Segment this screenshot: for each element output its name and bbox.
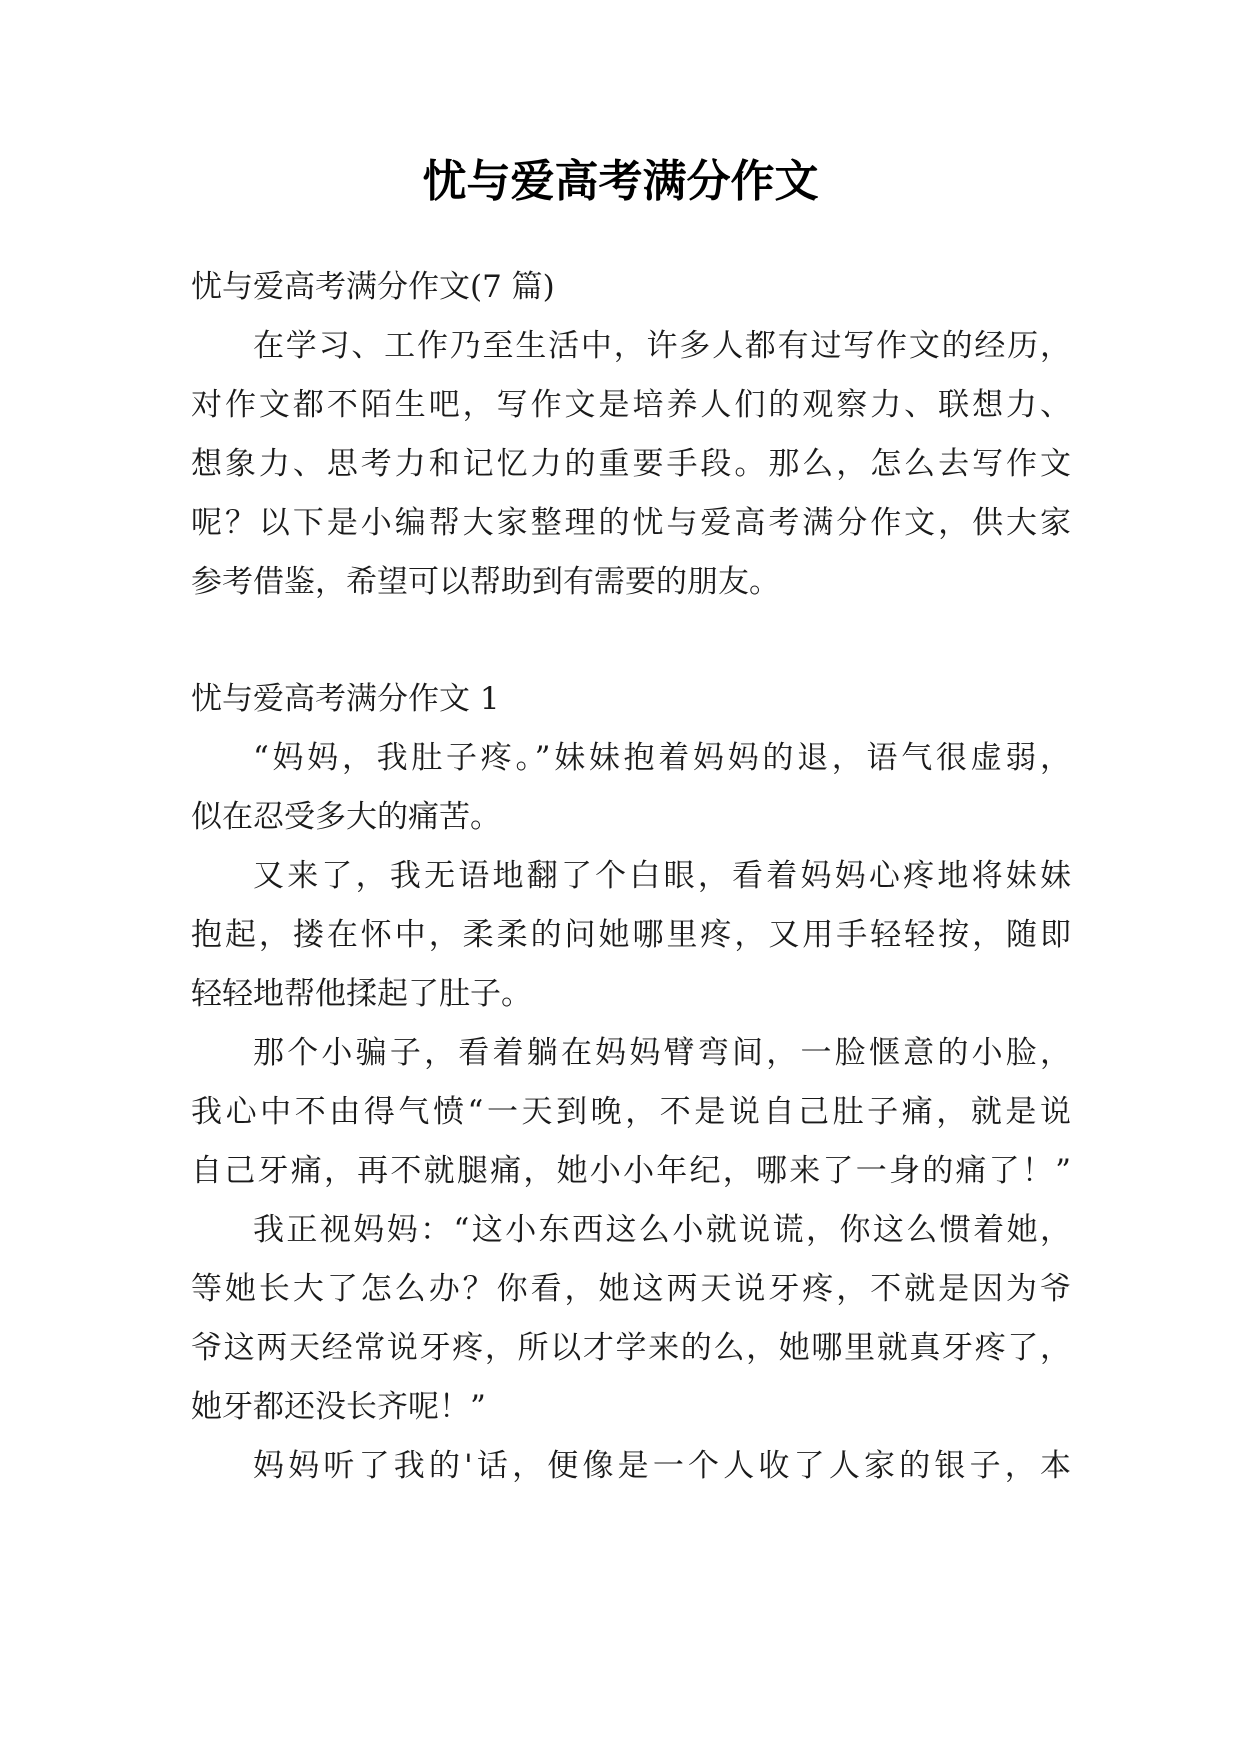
- text-line: 自己牙痛，再不就腿痛，她小小年纪，哪来了一身的痛了！”: [191, 1153, 1071, 1189]
- text-line: 爷这两天经常说牙疼，所以才学来的么，她哪里就真牙疼了，: [191, 1330, 1071, 1366]
- story-paragraph: [191, 1201, 1071, 1437]
- text-line: 在学习、工作乃至生活中，许多人都有过写作文的经历，: [253, 328, 1071, 364]
- story-paragraph: [191, 1024, 1071, 1201]
- text-line: 等她长大了怎么办？你看，她这两天说牙疼，不就是因为爷: [191, 1271, 1071, 1307]
- text-line: 妈妈听了我的'话，便像是一个人收了人家的银子，本: [253, 1448, 1071, 1484]
- document-subtitle: 忧与爱高考满分作文(7 篇): [191, 269, 555, 305]
- text-line: 我正视妈妈：“这小东西这么小就说谎，你这么惯着她，: [253, 1212, 1071, 1248]
- text-line: 参考借鉴，希望可以帮助到有需要的朋友。: [191, 564, 780, 600]
- text-line: 轻轻地帮他揉起了肚子。: [191, 976, 532, 1012]
- story-paragraph: [191, 1437, 1071, 1496]
- story-paragraph: [191, 729, 1071, 847]
- text-line: 对作文都不陌生吧，写作文是培养人们的观察力、联想力、: [191, 387, 1071, 423]
- intro-paragraph: [191, 317, 1071, 612]
- text-line: 呢？以下是小编帮大家整理的忧与爱高考满分作文，供大家: [191, 505, 1071, 541]
- text-line: 又来了，我无语地翻了个白眼，看着妈妈心疼地将妹妹: [253, 858, 1071, 894]
- text-line: 似在忍受多大的痛苦。: [191, 799, 501, 835]
- story-paragraph: [191, 847, 1071, 1024]
- text-line: 抱起，搂在怀中，柔柔的问她哪里疼，又用手轻轻按，随即: [191, 917, 1071, 953]
- text-line: 那个小骗子，看着躺在妈妈臂弯间，一脸惬意的小脸，: [253, 1035, 1071, 1071]
- section-heading: 忧与爱高考满分作文 1: [191, 681, 500, 717]
- text-line: 我心中不由得气愤“一天到晚，不是说自己肚子痛，就是说: [191, 1094, 1071, 1130]
- document-body: [191, 258, 1071, 1496]
- text-line: 她牙都还没长齐呢！”: [191, 1389, 486, 1425]
- document-title: 忧与爱高考满分作文: [422, 156, 819, 207]
- text-line: “妈妈，我肚子疼。”妹妹抱着妈妈的退，语气很虚弱，: [253, 740, 1071, 776]
- text-line: 想象力、思考力和记忆力的重要手段。那么，怎么去写作文: [191, 446, 1071, 482]
